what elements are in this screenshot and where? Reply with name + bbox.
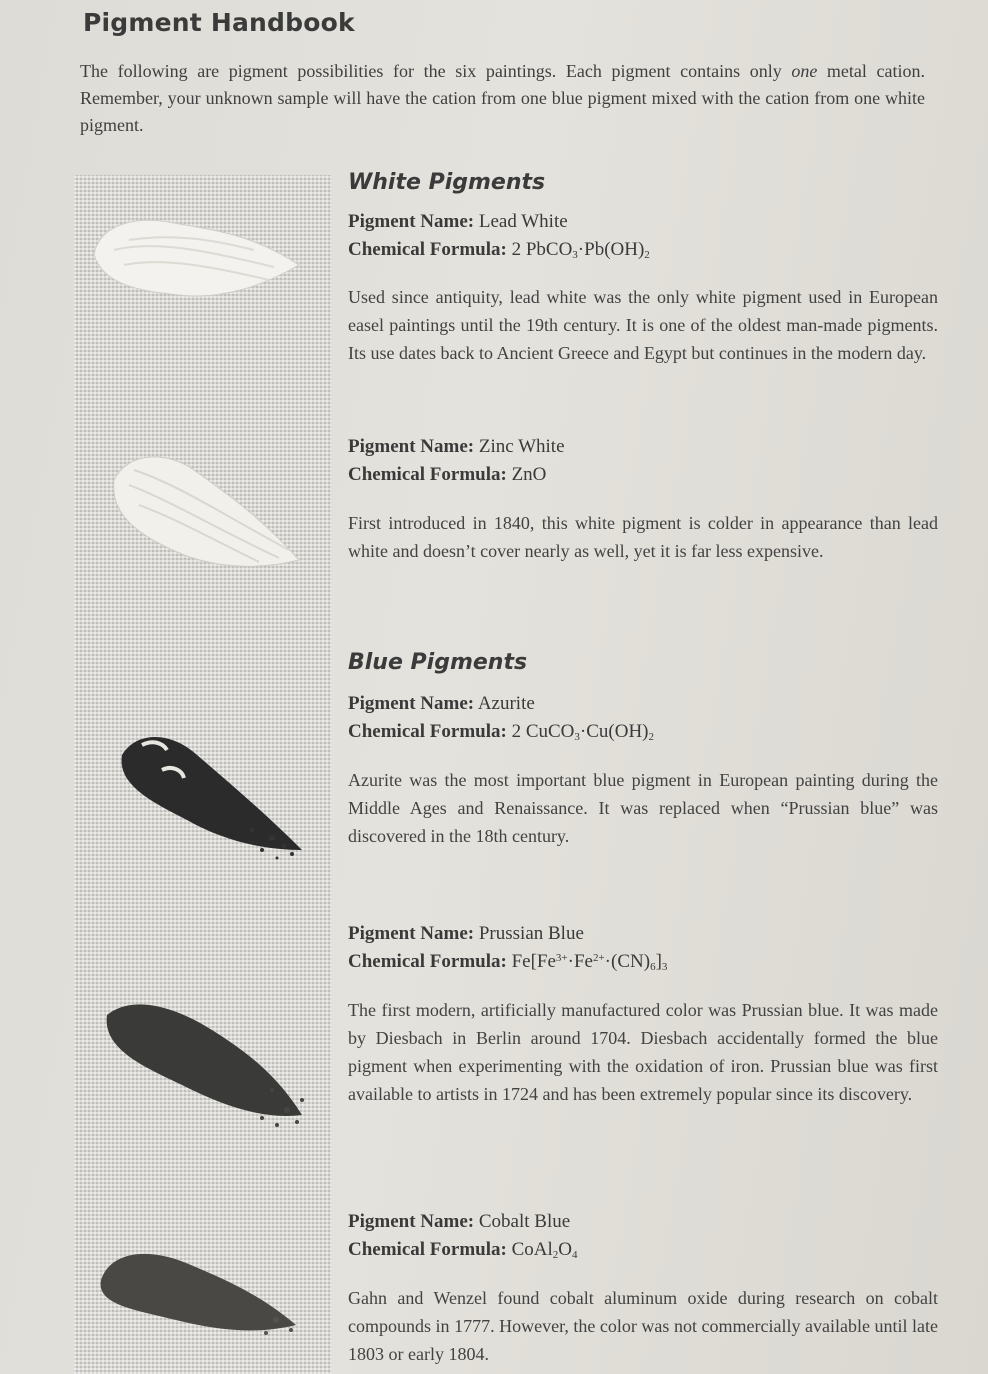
- cobalt-blue-swatch-image: [96, 1235, 306, 1355]
- lead-white-swatch-image: [84, 195, 314, 315]
- zinc-white-formula: ZnO: [511, 464, 547, 485]
- lead-white-name-row: [348, 208, 938, 236]
- prussian-blue-description: The first modern, artificially manufactured color was Prussian blue. It was made by Diesbach in Berlin around 1704. Diesbach accidentally formed the blue pigment when experimenting with the oxidation of iron. Prussian blue was first available to artists in 1724 and has been extremely popular since its discovery.: [348, 1000, 938, 1104]
- chemical-formula-label: Chemical Formula:: [348, 721, 507, 742]
- chemical-formula-label: Chemical Formula:: [348, 1239, 507, 1260]
- pigment-name-label: Pigment Name:: [348, 923, 475, 944]
- lead-white-name: Lead White: [478, 211, 568, 232]
- zinc-white-name: Zinc White: [478, 436, 565, 457]
- lead-white-description: Used since antiquity, lead white was the only white pigment used in European easel paintings until the 19th century. It is one of the oldest man-made pigments. Its use dates back to Ancient Greece and Egypt but continues in the modern day.: [348, 287, 938, 363]
- chemical-formula-label: Chemical Formula:: [348, 951, 507, 972]
- azurite-name: Azurite: [477, 693, 535, 714]
- prussian-blue-formula-row: [348, 948, 938, 976]
- cobalt-blue-description: Gahn and Wenzel found cobalt aluminum oxide during research on cobalt compounds in 1777. However, the color was not commercially available until late 1803 or early 1804.: [348, 1288, 938, 1364]
- cobalt-blue-name: Cobalt Blue: [478, 1211, 571, 1232]
- prussian-blue-formula: $Fe[Fe^{3+}\cdot Fe^{2+}\cdot(CN)_6]_3$: [511, 951, 668, 973]
- pigment-name-label: Pigment Name:: [348, 693, 475, 714]
- azurite-entry: [348, 690, 938, 746]
- azurite-swatch-image: [112, 720, 312, 870]
- chemical-formula-label: Chemical Formula:: [348, 239, 507, 260]
- zinc-white-formula-row: [348, 461, 938, 489]
- prussian-blue-entry: [348, 920, 938, 976]
- azurite-description: Azurite was the most important blue pigment in European painting during the Middle Ages and Renaissance. It was replaced when “Prussian blue” was discovered in the 18th century.: [348, 770, 938, 846]
- zinc-white-description: First introduced in 1840, this white pigment is colder in appearance than lead white and doesn’t cover nearly as well, yet it is far less expensive.: [348, 513, 938, 561]
- pigment-name-label: Pigment Name:: [348, 436, 475, 457]
- prussian-blue-name: Prussian Blue: [478, 923, 584, 944]
- page-title: Pigment Handbook: [83, 8, 355, 37]
- lead-white-entry: [348, 208, 938, 264]
- azurite-formula: 2 $CuCO_3\cdot Cu(OH)_2$: [511, 721, 655, 743]
- pigment-name-label: Pigment Name:: [348, 211, 475, 232]
- cobalt-blue-entry: [348, 1208, 938, 1264]
- chemical-formula-label: Chemical Formula:: [348, 464, 507, 485]
- lead-white-formula: 2 $PbCO_3\cdot Pb(OH)_2$: [511, 239, 650, 261]
- intro-emphasis: one: [791, 61, 818, 81]
- cobalt-blue-formula-row: [348, 1236, 938, 1264]
- intro-text-1: The following are pigment possibilities for the six paintings. Each pigment contains only: [80, 61, 792, 81]
- cobalt-blue-name-row: [348, 1208, 938, 1236]
- pigment-name-label: Pigment Name:: [348, 1211, 475, 1232]
- white-section-title: White Pigments: [348, 170, 546, 195]
- blue-section-title: Blue Pigments: [348, 650, 528, 675]
- white-pigments-section: [348, 170, 938, 195]
- lead-white-formula-row: [348, 236, 938, 264]
- zinc-white-entry: [348, 433, 938, 489]
- intro-text-2: metal cation. Remember, your unknown sample will have the cation from one blue pigment mixed with the cation from one white pigment.: [80, 61, 925, 135]
- canvas-swatch-strip: [74, 175, 331, 1374]
- prussian-blue-swatch-image: [102, 990, 312, 1140]
- zinc-white-name-row: [348, 433, 938, 461]
- intro-paragraph: [80, 58, 925, 139]
- zinc-white-swatch-image: [99, 440, 309, 590]
- cobalt-blue-formula: $CoAl_2O_4$: [511, 1239, 578, 1261]
- azurite-formula-row: [348, 718, 938, 746]
- blue-pigments-section: [348, 650, 938, 675]
- prussian-blue-name-row: [348, 920, 938, 948]
- azurite-name-row: [348, 690, 938, 718]
